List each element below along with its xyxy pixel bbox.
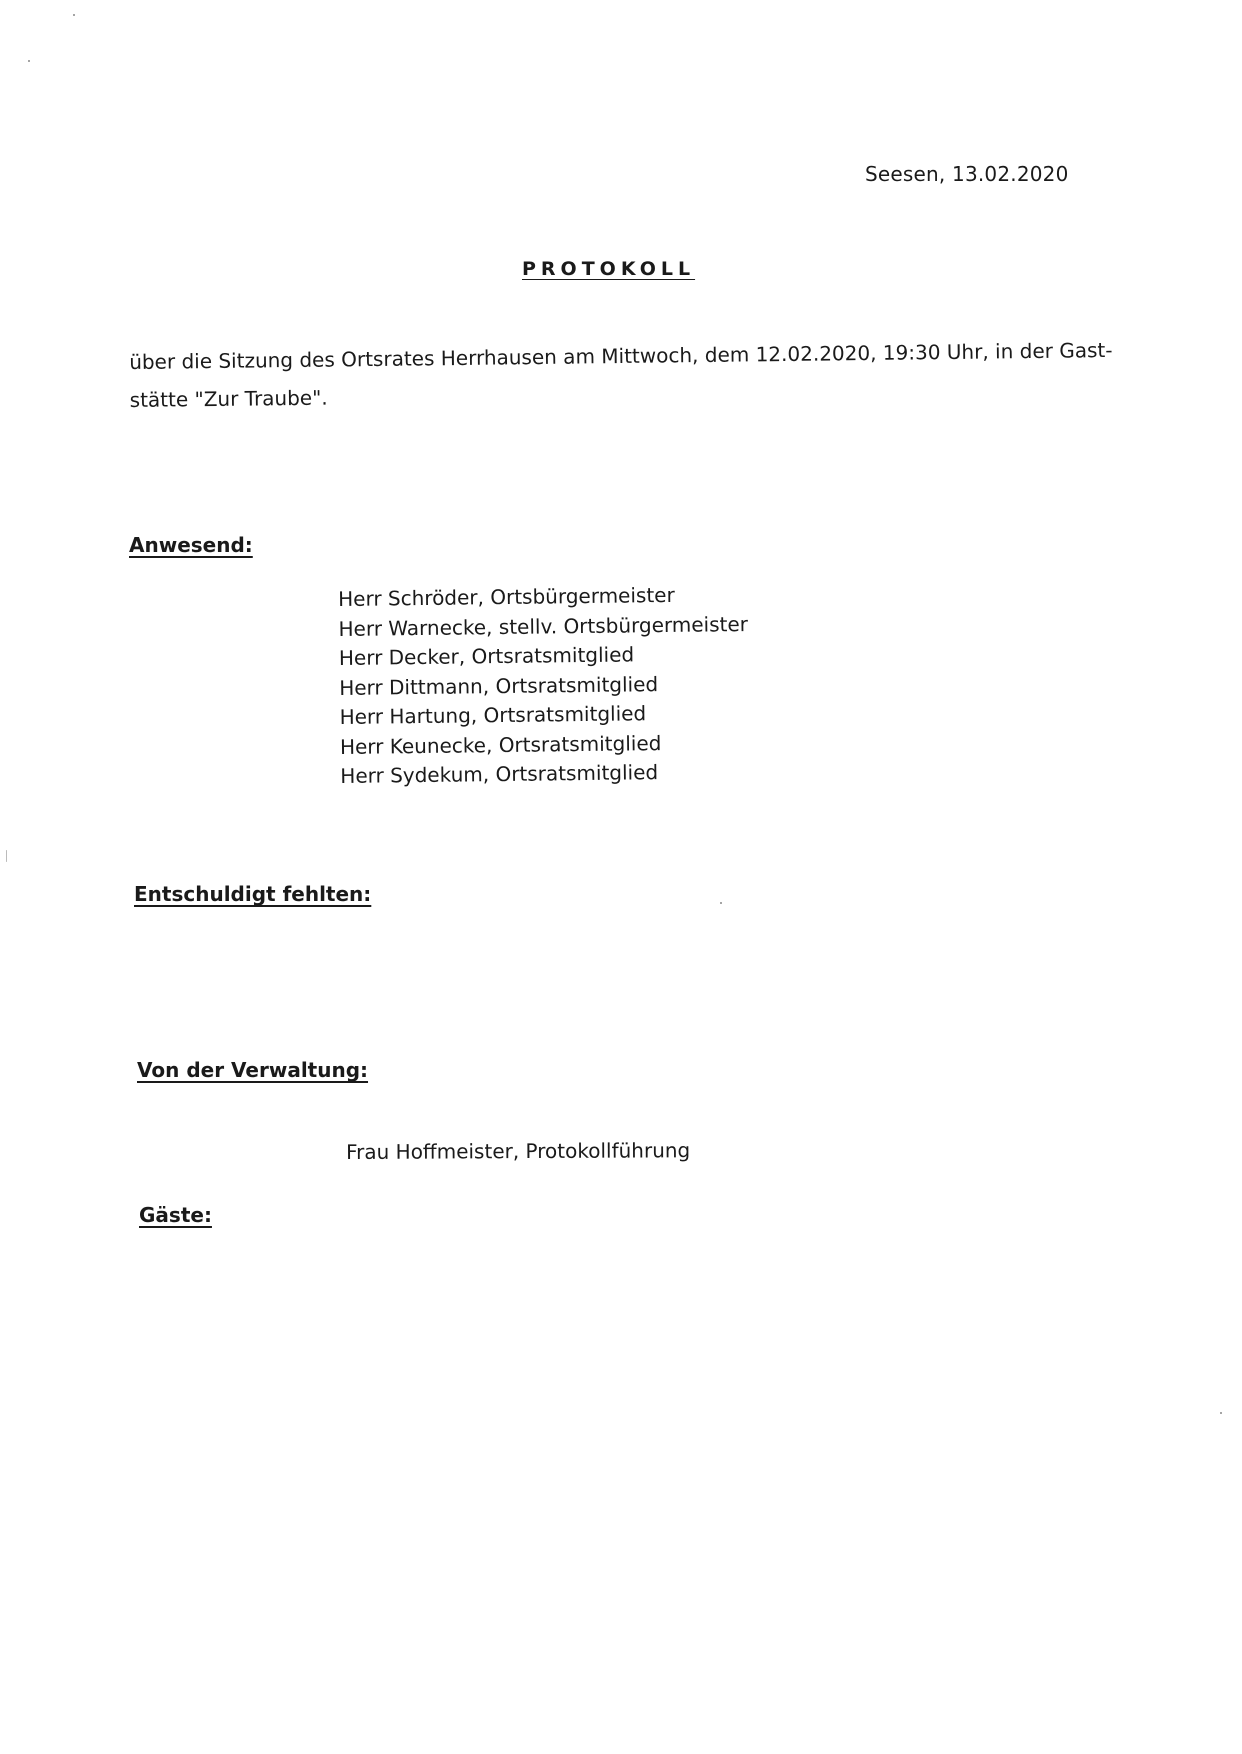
document-title: PROTOKOLL bbox=[522, 258, 696, 280]
member-item: Herr Schröder, Ortsbürgermeister bbox=[338, 582, 675, 611]
member-item: Herr Sydekum, Ortsratsmitglied bbox=[340, 760, 659, 788]
heading-excused: Entschuldigt fehlten: bbox=[134, 882, 372, 906]
present-members-list bbox=[338, 580, 750, 791]
intro-paragraph bbox=[129, 331, 1120, 419]
member-item: Herr Warnecke, stellv. Ortsbürgermeister bbox=[338, 611, 749, 641]
heading-administration: Von der Verwaltung: bbox=[137, 1058, 369, 1082]
scan-speck bbox=[73, 14, 75, 16]
intro-line: über die Sitzung des Ortsrates Herrhausen am Mittwoch, dem 12.02.2020, 19:30 Uhr, in der Gast- bbox=[129, 337, 1113, 374]
administration-staff: Frau Hoffmeister, Protokollführung bbox=[346, 1138, 691, 1164]
member-item: Herr Decker, Ortsratsmitglied bbox=[338, 642, 635, 670]
place-date: Seesen, 13.02.2020 bbox=[865, 162, 1069, 186]
scan-speck bbox=[6, 850, 7, 862]
scan-speck bbox=[28, 60, 30, 62]
member-item: Herr Keunecke, Ortsratsmitglied bbox=[339, 730, 662, 759]
heading-guests: Gäste: bbox=[139, 1203, 212, 1227]
scan-speck bbox=[1220, 1412, 1222, 1414]
scan-speck bbox=[720, 902, 722, 904]
intro-line: stätte "Zur Traube". bbox=[129, 385, 328, 412]
heading-present: Anwesend: bbox=[129, 533, 253, 557]
member-item: Herr Dittmann, Ortsratsmitglied bbox=[339, 671, 659, 700]
member-item: Herr Hartung, Ortsratsmitglied bbox=[339, 701, 647, 729]
